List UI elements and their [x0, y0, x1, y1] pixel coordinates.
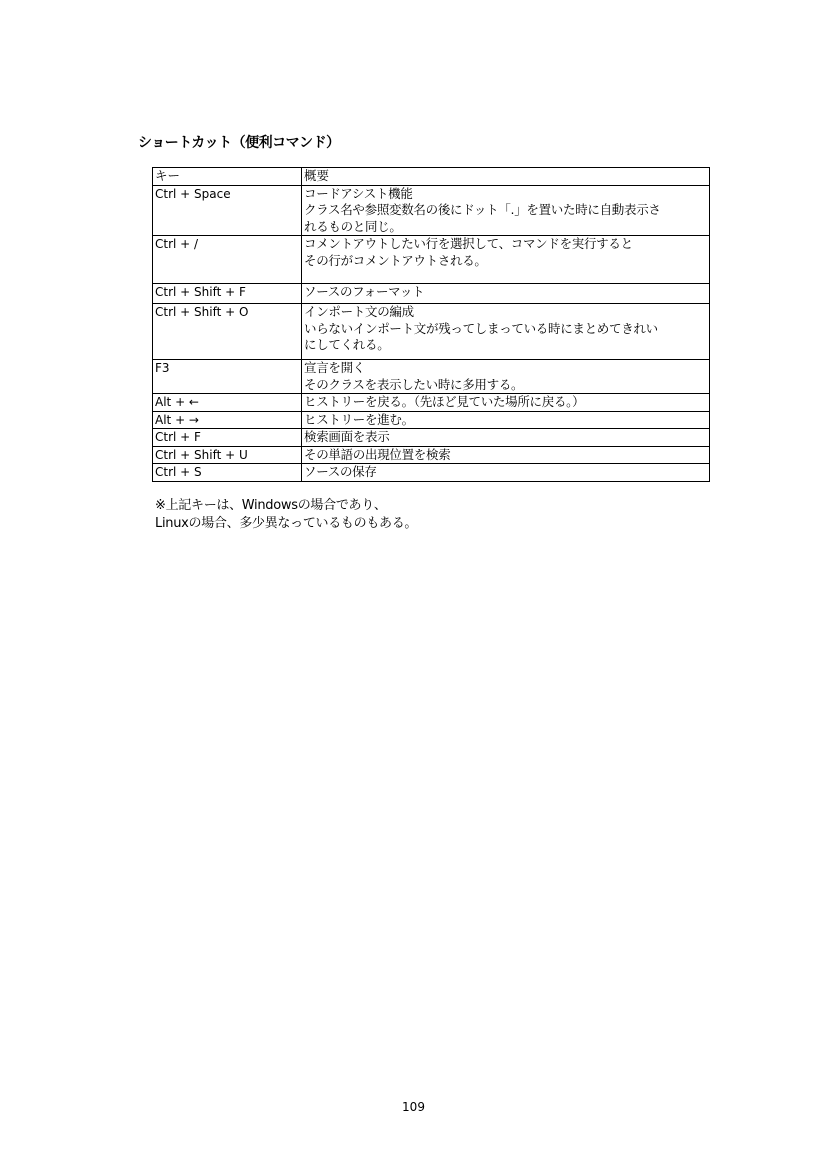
table-row: [153, 464, 710, 482]
note-line: Linuxの場合、多少異なっているものもある。: [155, 516, 418, 531]
table-row: [153, 284, 710, 304]
page-number: 109: [402, 1100, 425, 1114]
table-row: [153, 185, 710, 236]
shortcut-description-cell: [302, 446, 710, 464]
description-line: 検索画面を表示: [304, 429, 390, 444]
description-line: その行がコメントアウトされる。: [304, 252, 487, 268]
shortcut-description-cell: [302, 394, 710, 412]
description-line: その単語の出現位置を検索: [304, 446, 451, 462]
shortcut-key-cell: Ctrl + Space: [153, 185, 302, 236]
shortcut-key-cell: Ctrl + /: [153, 236, 302, 284]
description-line: コメントアウトしたい行を選択して、コマンドを実行すると: [304, 236, 633, 251]
description-line: ヒストリーを戻る。（先ほど見ていた場所に戻る。）: [304, 394, 585, 409]
description-line: 宣言を開く: [304, 360, 366, 375]
shortcut-description-cell: [302, 464, 710, 482]
page-title: ショートカット（便利コマンド）: [138, 135, 340, 151]
column-header-key: キー: [153, 168, 302, 186]
shortcut-key-cell: Ctrl + F: [153, 429, 302, 447]
column-header-summary: 概要: [302, 168, 710, 186]
table-row: [153, 429, 710, 447]
table-row: [153, 360, 710, 394]
table-row: [153, 394, 710, 412]
table-body: [153, 185, 710, 481]
table-row: [153, 411, 710, 429]
shortcut-key-cell: F3: [153, 360, 302, 394]
description-line: ヒストリーを進む。: [304, 411, 414, 427]
shortcut-key-cell: Alt + ←: [153, 394, 302, 412]
table-row: [153, 236, 710, 284]
description-line: れるものと同じ。: [304, 218, 402, 234]
shortcut-description-cell: [302, 185, 710, 236]
shortcut-description-cell: [302, 304, 710, 360]
description-line: コードアシスト機能: [304, 185, 413, 201]
description-line: ソースの保存: [304, 464, 377, 479]
table-row: [153, 304, 710, 360]
note: [155, 497, 417, 533]
description-line: インポート文の編成: [304, 304, 414, 319]
shortcut-description-cell: [302, 360, 710, 394]
shortcut-key-cell: Ctrl + Shift + O: [153, 304, 302, 360]
description-line: クラス名や参照変数名の後にドット「.」を置いた時に自動表示さ: [304, 202, 661, 217]
table-header-row: [153, 168, 710, 186]
shortcut-key-cell: Alt + →: [153, 411, 302, 429]
table-row: [153, 446, 710, 464]
description-line: いらないインポート文が残ってしまっている時にまとめてきれい: [304, 320, 658, 336]
shortcut-description-cell: [302, 411, 710, 429]
shortcut-key-cell: Ctrl + Shift + F: [153, 284, 302, 304]
shortcut-key-cell: Ctrl + Shift + U: [153, 446, 302, 464]
shortcut-key-cell: Ctrl + S: [153, 464, 302, 482]
description-line: ソースのフォーマット: [304, 284, 425, 299]
description-line: にしてくれる。: [304, 337, 390, 352]
shortcut-description-cell: [302, 236, 710, 284]
note-line: ※上記キーは、Windowsの場合であり、: [155, 498, 387, 513]
shortcut-description-cell: [302, 429, 710, 447]
description-line: そのクラスを表示したい時に多用する。: [304, 376, 524, 392]
shortcut-table: [152, 167, 710, 482]
shortcut-description-cell: [302, 284, 710, 304]
